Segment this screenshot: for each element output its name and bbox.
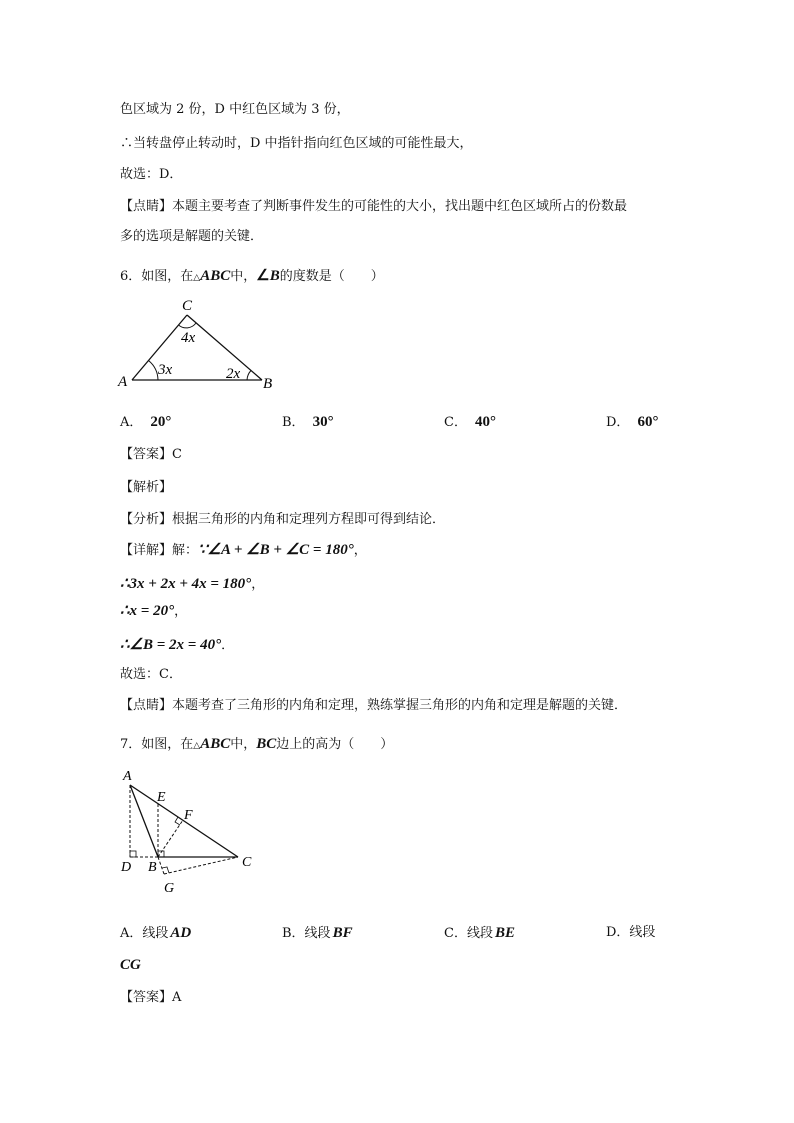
q7-side-ab — [130, 785, 158, 857]
q7-option-d[interactable]: D．线段 — [606, 925, 656, 940]
q7-answer: 【答案】A — [120, 990, 182, 1005]
q6-option-d[interactable]: D． 60° — [606, 414, 659, 430]
q6-option-c[interactable]: C． 40° — [444, 414, 496, 430]
q7-stem: 7．如图，在△ABC中，BC边上的高为（ ） — [120, 736, 394, 752]
intro-line-3: 故选：D． — [120, 167, 183, 182]
q6-answer: 【答案】C — [120, 447, 182, 462]
q7-option-a[interactable]: A．线段 AD — [120, 925, 192, 941]
q7-segment-bf — [158, 820, 183, 857]
q6-arc-b — [247, 371, 251, 381]
q6-angle: B — [269, 268, 280, 284]
q6-stem: 6．如图，在△ABC中，∠B的度数是（ ） — [120, 268, 384, 284]
q7-label-c: C — [242, 855, 252, 870]
q7-side: BC — [256, 736, 277, 752]
q7-label-d: D — [121, 860, 132, 875]
q6-label-c: C — [182, 298, 193, 314]
q6-triangle: ABC — [200, 268, 231, 284]
q6-label-4x: 4x — [181, 330, 196, 346]
q6-fenxi: 【分析】根据三角形的内角和定理列方程即可得到结论． — [120, 512, 446, 527]
q6-eq1: ∵∠A + ∠B + ∠C = 180° — [198, 542, 354, 558]
q6-mid: 中， — [230, 269, 257, 284]
q7-triangle-figure — [115, 765, 265, 905]
q7-option-c[interactable]: C．线段 BE — [444, 925, 515, 941]
q7-right-angle-d — [130, 851, 136, 857]
q6-analysis: 【解析】 — [120, 480, 173, 495]
q6-choice: 故选：C． — [120, 667, 182, 682]
q6-label-3x: 3x — [158, 362, 173, 378]
q6-option-b[interactable]: B． 30° — [282, 414, 334, 430]
q6-arc-a — [149, 361, 159, 381]
q7-label-e: E — [157, 790, 166, 805]
q6-arc-c — [179, 323, 197, 328]
q7-label-f: F — [184, 808, 193, 823]
q7-prefix: 7．如图，在 — [120, 737, 194, 752]
q7-segment-bg — [158, 857, 164, 874]
q7-segment-cg — [164, 857, 238, 874]
q6-eq3-line: ∴x = 20°， — [120, 603, 188, 619]
q6-label-b: B — [263, 376, 273, 392]
q6-label-2x: 2x — [226, 366, 241, 382]
q6-eq2: ∴3x + 2x + 4x = 180° — [120, 576, 252, 592]
q6-eq3: ∴x = 20° — [120, 603, 175, 619]
q7-label-a: A — [123, 769, 132, 784]
q6-eq4-line: ∴∠B = 2x = 40°． — [120, 637, 235, 653]
q6-detail: 【详解】解：∵∠A + ∠B + ∠C = 180°， — [120, 542, 367, 558]
intro-note-line-2: 多的选项是解题的关键． — [120, 229, 264, 244]
q6-eq4: ∴∠B = 2x = 40° — [120, 637, 222, 653]
q6-side-cb — [187, 315, 262, 380]
q6-note: 【点睛】本题考查了三角形的内角和定理，熟练掌握三角形的内角和定理是解题的关键． — [120, 698, 628, 713]
q6-eq2-line: ∴3x + 2x + 4x = 180°， — [120, 576, 265, 592]
q7-label-b: B — [148, 860, 157, 875]
intro-line-1: 色区域为 2 份，D 中红色区域为 3 份， — [120, 102, 350, 117]
q6-prefix: 6．如图，在 — [120, 269, 194, 284]
q6-option-a[interactable]: A． 20° — [120, 414, 172, 430]
q7-suffix: 边上的高为（ ） — [276, 737, 394, 752]
q7-triangle: ABC — [200, 736, 231, 752]
q6-suffix: 的度数是（ ） — [279, 269, 384, 284]
q7-option-d-value: CG — [120, 957, 141, 973]
q7-option-b[interactable]: B．线段 BF — [282, 925, 353, 941]
q7-label-g: G — [164, 881, 175, 896]
intro-line-2: ∴当转盘停止转动时，D 中指针指向红色区域的可能性最大， — [120, 136, 473, 151]
intro-note-line-1: 【点睛】本题主要考查了判断事件发生的可能性的大小，找出题中红色区域所占的份数最 — [120, 199, 628, 214]
q7-mid: 中， — [230, 737, 257, 752]
q6-triangle-figure — [115, 295, 285, 395]
q6-label-a: A — [118, 374, 128, 390]
